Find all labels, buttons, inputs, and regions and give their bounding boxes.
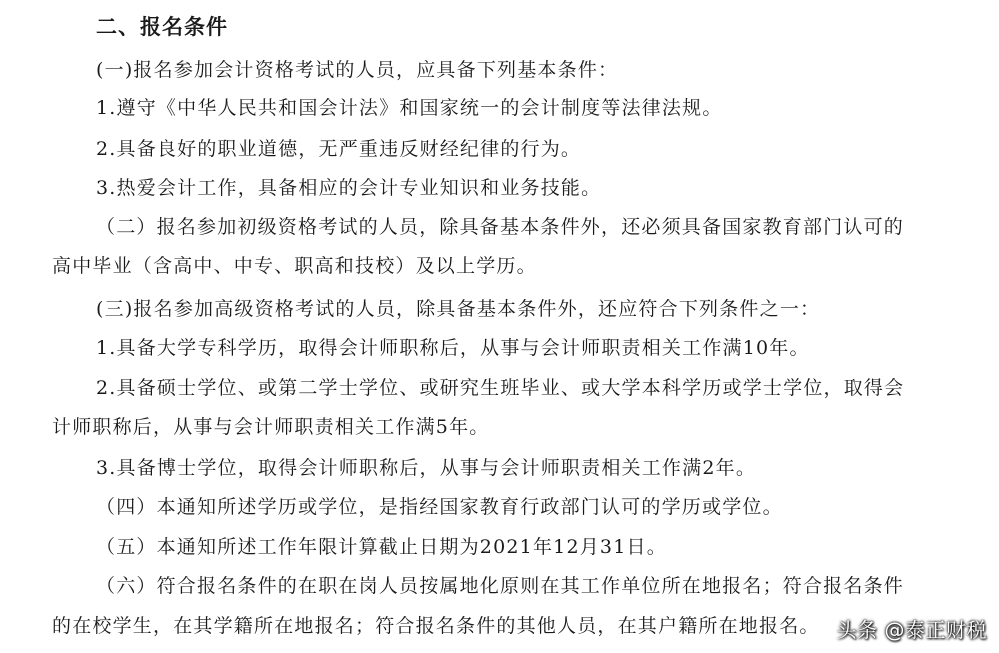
paragraph-line: 的在校学生，在其学籍所在地报名；符合报名条件的其他人员，在其户籍所在地报名。 <box>52 615 820 637</box>
paragraph-line: （六）符合报名条件的在职在岗人员按属地化原则在其工作单位所在地报名；符合报名条件 <box>96 575 905 597</box>
section-heading: 二、报名条件 <box>96 15 228 39</box>
paragraph-line: 1.遵守《中华人民共和国会计法》和国家统一的会计制度等法律法规。 <box>96 97 723 119</box>
paragraph-line: 2.具备良好的职业道德，无严重违反财经纪律的行为。 <box>96 138 582 160</box>
paragraph-line: 1.具备大学专科学历，取得会计师职称后，从事与会计师职责相关工作满10年。 <box>96 337 810 359</box>
paragraph-line: 2.具备硕士学位、或第二学士学位、或研究生班毕业、或大学本科学历或学士学位，取得会 <box>96 377 905 399</box>
paragraph-line: 3.热爱会计工作，具备相应的会计专业知识和业务技能。 <box>96 177 602 199</box>
paragraph-line: (三)报名参加高级资格考试的人员，除具备基本条件外，还应符合下列条件之一： <box>96 298 821 320</box>
watermark: 头条 @泰正财税 <box>836 618 987 642</box>
paragraph-line: (一)报名参加会计资格考试的人员，应具备下列基本条件： <box>96 59 619 81</box>
paragraph-line: 3.具备博士学位，取得会计师职称后，从事与会计师职责相关工作满2年。 <box>96 457 757 479</box>
paragraph-line: 高中毕业（含高中、中专、职高和技校）及以上学历。 <box>52 255 537 277</box>
paragraph-line: （四）本通知所述学历或学位，是指经国家教育行政部门认可的学历或学位。 <box>96 496 783 518</box>
paragraph-line: 计师职称后，从事与会计师职责相关工作满5年。 <box>52 416 490 438</box>
paragraph-line: （二）报名参加初级资格考试的人员，除具备基本条件外，还必须具备国家教育部门认可的 <box>96 216 905 238</box>
paragraph-line: （五）本通知所述工作年限计算截止日期为2021年12月31日。 <box>96 536 667 558</box>
